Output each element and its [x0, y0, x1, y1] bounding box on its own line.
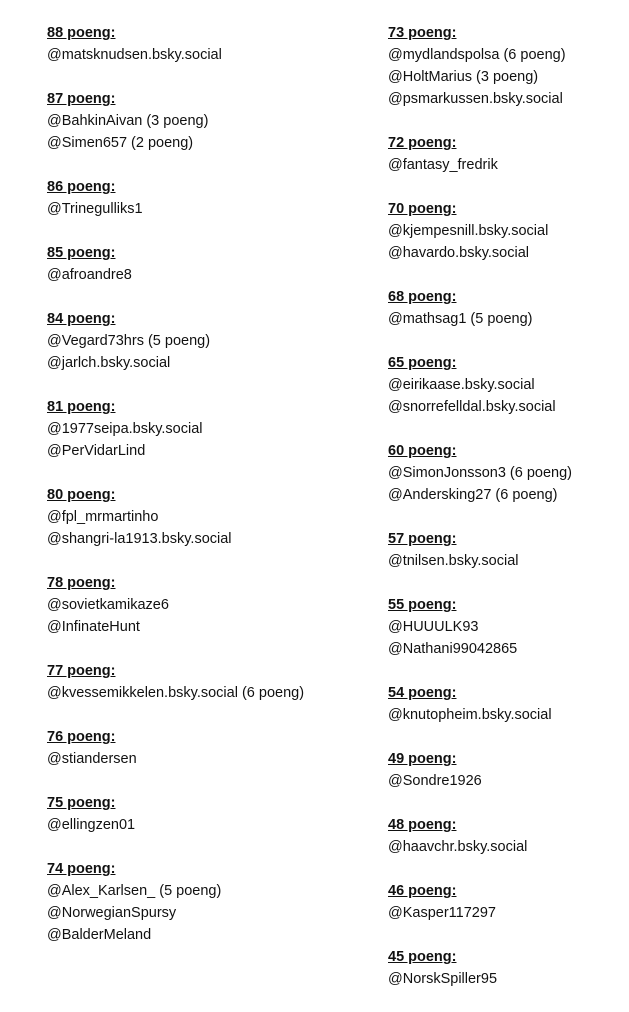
right-column	[388, 22, 629, 1012]
user-handle: @snorrefelldal.bsky.social	[388, 399, 556, 415]
score-group	[47, 176, 347, 220]
user-handle: @sovietkamikaze6	[47, 597, 169, 613]
score-heading: 46 poeng:	[388, 883, 457, 899]
score-group	[388, 594, 629, 660]
user-handle: @HoltMarius (3 poeng)	[388, 69, 539, 85]
score-heading: 78 poeng:	[47, 575, 116, 591]
user-handle: @SimonJonsson3 (6 poeng)	[388, 465, 572, 481]
user-handle: @1977seipa.bsky.social	[47, 421, 203, 437]
score-heading: 81 poeng:	[47, 399, 116, 415]
user-handle: @PerVidarLind	[47, 443, 146, 459]
user-handle: @kjempesnill.bsky.social	[388, 223, 549, 239]
score-heading: 72 poeng:	[388, 135, 457, 151]
user-handle: @havardo.bsky.social	[388, 245, 529, 261]
user-handle: @stiandersen	[47, 751, 137, 767]
score-group	[388, 880, 629, 924]
user-handle: @mydlandspolsa (6 poeng)	[388, 47, 566, 63]
user-handle: @fpl_mrmartinho	[47, 509, 159, 525]
score-group	[388, 748, 629, 792]
score-heading: 49 poeng:	[388, 751, 457, 767]
score-heading: 54 poeng:	[388, 685, 457, 701]
score-group	[388, 198, 629, 264]
score-heading: 80 poeng:	[47, 487, 116, 503]
user-handle: @Simen657 (2 poeng)	[47, 135, 194, 151]
score-heading: 85 poeng:	[47, 245, 116, 261]
score-heading: 45 poeng:	[388, 949, 457, 965]
score-group	[388, 528, 629, 572]
user-handle: @jarlch.bsky.social	[47, 355, 171, 371]
score-group	[388, 814, 629, 858]
score-group	[388, 682, 629, 726]
user-handle: @InfinateHunt	[47, 619, 140, 635]
user-handle: @afroandre8	[47, 267, 132, 283]
score-group	[47, 242, 347, 286]
user-handle: @NorwegianSpursy	[47, 905, 177, 921]
score-heading: 77 poeng:	[47, 663, 116, 679]
user-handle: @Trinegulliks1	[47, 201, 143, 217]
user-handle: @tnilsen.bsky.social	[388, 553, 519, 569]
score-group	[388, 440, 629, 506]
score-heading: 73 poeng:	[388, 25, 457, 41]
user-handle: @Vegard73hrs (5 poeng)	[47, 333, 211, 349]
score-group	[388, 352, 629, 418]
score-heading: 74 poeng:	[47, 861, 116, 877]
user-handle: @ellingzen01	[47, 817, 136, 833]
user-handle: @HUUULK93	[388, 619, 479, 635]
score-group	[47, 88, 347, 154]
score-group	[47, 792, 347, 836]
user-handle: @BahkinAivan (3 poeng)	[47, 113, 209, 129]
user-handle: @knutopheim.bsky.social	[388, 707, 552, 723]
score-group	[388, 132, 629, 176]
score-group	[47, 22, 347, 66]
score-group	[47, 308, 347, 374]
score-heading: 48 poeng:	[388, 817, 457, 833]
score-group	[47, 726, 347, 770]
user-handle: @Sondre1926	[388, 773, 482, 789]
score-heading: 68 poeng:	[388, 289, 457, 305]
user-handle: @mathsag1 (5 poeng)	[388, 311, 533, 327]
score-group	[388, 22, 629, 110]
user-handle: @haavchr.bsky.social	[388, 839, 528, 855]
user-handle: @Nathani99042865	[388, 641, 518, 657]
user-handle: @eirikaase.bsky.social	[388, 377, 535, 393]
score-heading: 75 poeng:	[47, 795, 116, 811]
score-heading: 87 poeng:	[47, 91, 116, 107]
user-handle: @BalderMeland	[47, 927, 152, 943]
user-handle: @fantasy_fredrik	[388, 157, 498, 173]
score-group	[47, 660, 347, 704]
user-handle: @Kasper117297	[388, 905, 496, 921]
user-handle: @kvessemikkelen.bsky.social (6 poeng)	[47, 685, 305, 701]
score-heading: 70 poeng:	[388, 201, 457, 217]
score-heading: 55 poeng:	[388, 597, 457, 613]
user-handle: @psmarkussen.bsky.social	[388, 91, 563, 107]
user-handle: @NorskSpiller95	[388, 971, 498, 987]
score-heading: 76 poeng:	[47, 729, 116, 745]
score-heading: 84 poeng:	[47, 311, 116, 327]
score-group	[47, 396, 347, 462]
user-handle: @shangri-la1913.bsky.social	[47, 531, 232, 547]
score-group	[47, 484, 347, 550]
score-group	[388, 946, 629, 990]
score-heading: 86 poeng:	[47, 179, 116, 195]
user-handle: @Andersking27 (6 poeng)	[388, 487, 558, 503]
score-heading: 60 poeng:	[388, 443, 457, 459]
score-group	[388, 286, 629, 330]
score-heading: 88 poeng:	[47, 25, 116, 41]
left-column	[47, 22, 347, 968]
score-group	[47, 858, 347, 946]
user-handle: @matsknudsen.bsky.social	[47, 47, 222, 63]
score-group	[47, 572, 347, 638]
user-handle: @Alex_Karlsen_ (5 poeng)	[47, 883, 222, 899]
score-heading: 57 poeng:	[388, 531, 457, 547]
score-heading: 65 poeng:	[388, 355, 457, 371]
